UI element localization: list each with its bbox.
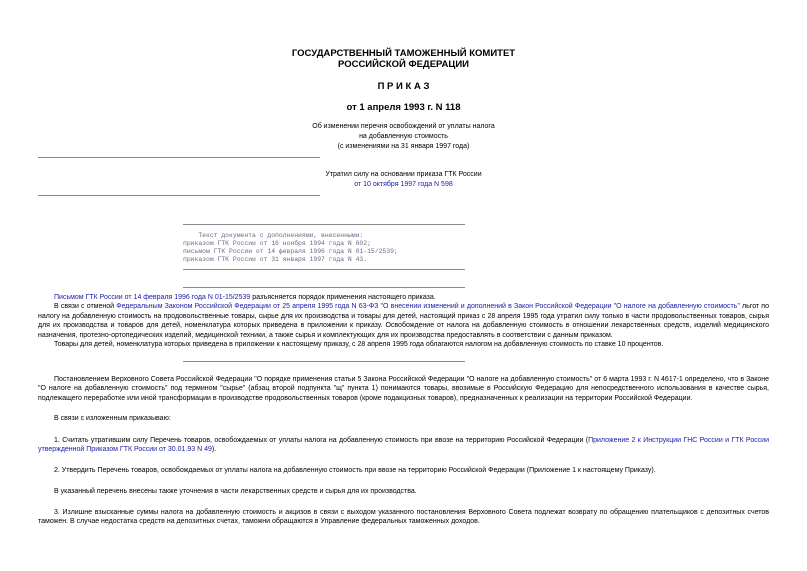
paragraph-6: 1. Считать утратившим силу Перечень товаров, освобождаемых от уплаты налога на добавленную стоимость при ввозе на территорию Российской Федерации (Приложение 2 к Инструкции ГНС России и ГТК России утвержденной Приказом ГТК России от 30.01.93 N 49). bbox=[38, 437, 769, 454]
note-line-3[interactable]: письмом ГТК России от 14 февраля 1996 года N 01-15/2539; bbox=[183, 248, 398, 255]
paragraph-2: В связи с отменой Федеральным Законом Российской Федерации от 25 апреля 1995 года N 63-ФЗ "О внесении изменений и дополнений в Закон Российской Федерации "О налоге на добавленную стоимость" льгот по налогу на добавленную стоимость на продовольственные товары, сырье для их производства и товары для детей, настоящий приказ с 28 апреля 1995 года утратил силу только в части продовольственных товаров, сырья для их производства и товаров для детей, номенклатура которых приведена в приложении к приказу. Освобождение от налога на добавленную стоимость в отношении лекарственных средств, изделий медицинского назначения, протезно-ортопедических изделий, медицинской техники, а также сырья и комплектующих для их производства предоставлять в соответствии с данным приказом. bbox=[38, 303, 769, 339]
paragraph-4: Постановлением Верховного Совета Российской Федерации "О порядке применения статьи 5 Закона Российской Федерации "О налоге на добавленную стоимость" от 6 марта 1993 г. N 4617-1 определено, что в Законе "О налоге на добавленную стоимость" под термином "сырье" (абзац второй подпункта "щ" пункта 1) понимаются товары, ввозимые в Российскую Федерацию для непосредственного использования в качестве сырья, подлежащего переработке или иной трансформации в производстве продовольственных товаров (кроме подакцизных товаров), предназначенных к реализации на территории Российской Федерации. bbox=[38, 376, 769, 402]
divider bbox=[38, 195, 320, 196]
instruction-link[interactable]: Приложение 2 к Инструкции ГНС России и ГТК России утвержденной Приказом ГТК России от 30.01.93 N 49 bbox=[38, 437, 769, 454]
document-date-number: от 1 апреля 1993 г. N 118 bbox=[346, 102, 461, 113]
paragraph-3: Товары для детей, номенклатура которых приведена в приложении к настоящему приказу, с 28 апреля 1995 года облагаются налогом на добавленную стоимость по ставке 10 процентов. bbox=[54, 341, 664, 349]
federal-law-link[interactable]: Федеральным Законом Российской Федерации от 25 апреля 1995 года N 63-ФЗ "О внесении изменений и дополнений в Закон Российской Федерации "О налоге на добавленную стоимость" bbox=[116, 303, 740, 311]
divider bbox=[38, 157, 320, 158]
paragraph-1: Письмом ГТК России от 14 февраля 1996 года N 01-15/2539 разъясняется порядок применения настоящего приказа. bbox=[54, 294, 436, 301]
expired-link[interactable]: от 10 октября 1997 года N 598 bbox=[354, 181, 453, 188]
subject-line-1: Об изменении перечня освобождений от уплаты налога bbox=[312, 123, 495, 130]
note-line-4[interactable]: приказом ГТК России от 31 января 1997 года N 43. bbox=[183, 256, 368, 263]
paragraph-9: 3. Излишне взысканные суммы налога на добавленную стоимость и акцизов в связи с выходом указанного постановления Верховного Совета подлежат возврату по обращению плательщиков с депозитных счетов таможен. В случае недостатка средств на депозитных счетах, таможни обращаются в Управление федеральных таможенных доходов. bbox=[38, 509, 769, 526]
body-block-1 bbox=[38, 293, 769, 349]
divider bbox=[183, 361, 465, 362]
paragraph-7: 2. Утвердить Перечень товаров, освобождаемых от уплаты налога на добавленную стоимость при ввозе на территорию Российской Федерации (Приложение 1 к настоящему Приказу). bbox=[54, 467, 656, 474]
subject-line-2: на добавленную стоимость bbox=[359, 133, 448, 140]
document-type: П Р И К А З bbox=[377, 81, 430, 92]
body-block-3 bbox=[38, 414, 769, 423]
paragraph-5: В связи с изложенным приказываю: bbox=[54, 415, 171, 422]
divider bbox=[183, 287, 465, 288]
note-bottom-rule bbox=[183, 269, 465, 270]
issuer-line-2: РОССИЙСКОЙ ФЕДЕРАЦИИ bbox=[337, 59, 469, 70]
note-line-1: Текст документа с дополнениями, внесенными: bbox=[183, 232, 364, 239]
expired-line-1: Утратил силу на основании приказа ГТК России bbox=[325, 171, 482, 178]
subject-line-3: (с изменениями на 31 января 1997 года) bbox=[337, 143, 470, 150]
note-top-rule bbox=[183, 224, 465, 225]
body-block-5 bbox=[38, 466, 769, 475]
paragraph-8: В указанный перечень внесены также уточнения в части лекарственных средств и сырья для их производства. bbox=[54, 488, 417, 495]
body-block-6 bbox=[38, 487, 769, 496]
body-block-2 bbox=[38, 375, 769, 403]
note-line-2[interactable]: приказом ГТК России от 16 ноября 1994 года N 602; bbox=[183, 240, 371, 247]
body-block-4 bbox=[38, 436, 769, 455]
letter-link[interactable]: Письмом ГТК России от 14 февраля 1996 года N 01-15/2539 bbox=[54, 294, 251, 301]
body-block-7 bbox=[38, 508, 769, 527]
issuer-line-1: ГОСУДАРСТВЕННЫЙ ТАМОЖЕННЫЙ КОМИТЕТ bbox=[291, 48, 516, 59]
